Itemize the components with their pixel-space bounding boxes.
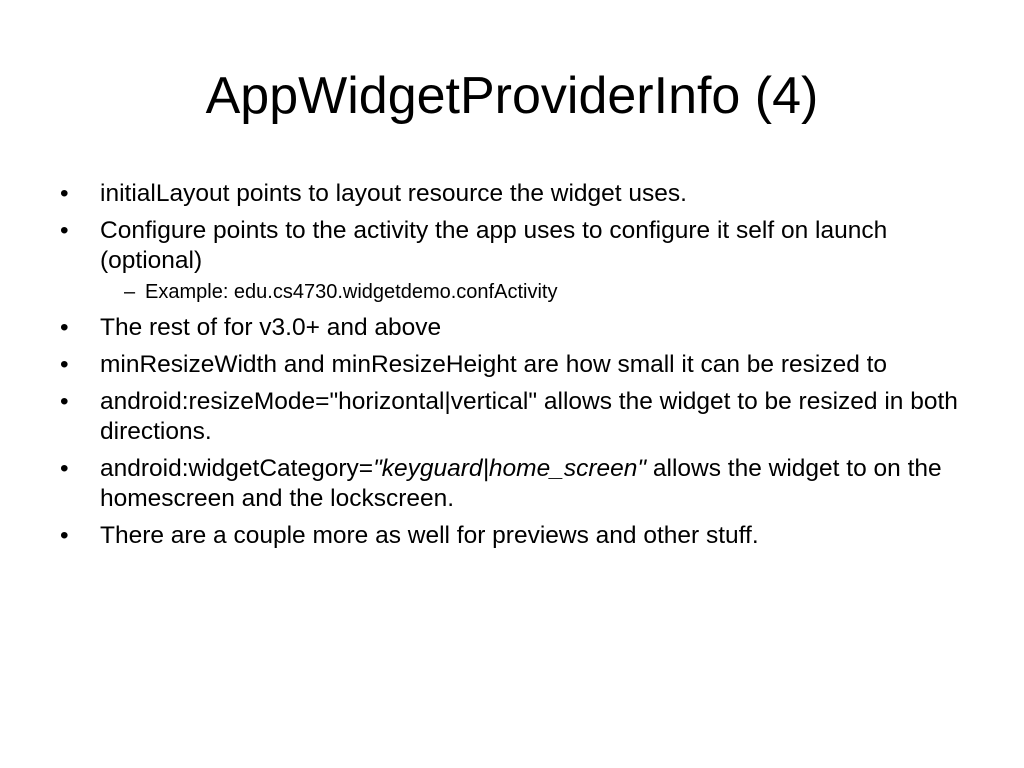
bullet-icon: • [60,180,69,207]
slide-title: AppWidgetProviderInfo (4) [205,67,819,125]
bullet-icon: • [60,351,69,378]
bullet-text-prefix: android:widgetCategory= [100,455,374,482]
bullet-text: There are a couple more as well for previews and other stuff. [100,522,759,549]
slide-body [60,179,960,558]
bullet-item [60,387,960,447]
sub-bullet-item [60,279,960,305]
bullet-text-italic: "keyguard|home_screen" [373,455,647,482]
sub-bullet-text: Example: edu.cs4730.widgetdemo.confActivity [145,281,558,303]
bullet-icon: • [60,388,69,415]
bullet-text: The rest of for v3.0+ and above [100,314,442,341]
bullet-item [60,454,960,514]
dash-icon: – [124,281,136,303]
bullet-item [60,216,960,276]
bullet-icon: • [60,455,69,482]
bullet-icon: • [60,314,69,341]
bullet-text: minResizeWidth and minResizeHeight are how small it can be resized to [100,351,888,378]
bullet-text-suffix: allows the widget to on the homescreen and the lockscreen. [100,455,942,512]
bullet-item [60,521,960,551]
bullet-text: initialLayout points to layout resource the widget uses. [100,180,687,207]
bullet-icon: • [60,217,69,244]
bullet-item [60,350,960,380]
bullet-text [100,455,942,512]
bullet-text: android:resizeMode="horizontal|vertical" allows the widget to be resized in both directions. [100,388,958,445]
bullet-text: Configure points to the activity the app uses to configure it self on launch (optional) [100,217,888,274]
bullet-item [60,179,960,209]
bullet-item [60,313,960,343]
bullet-icon: • [60,522,69,549]
